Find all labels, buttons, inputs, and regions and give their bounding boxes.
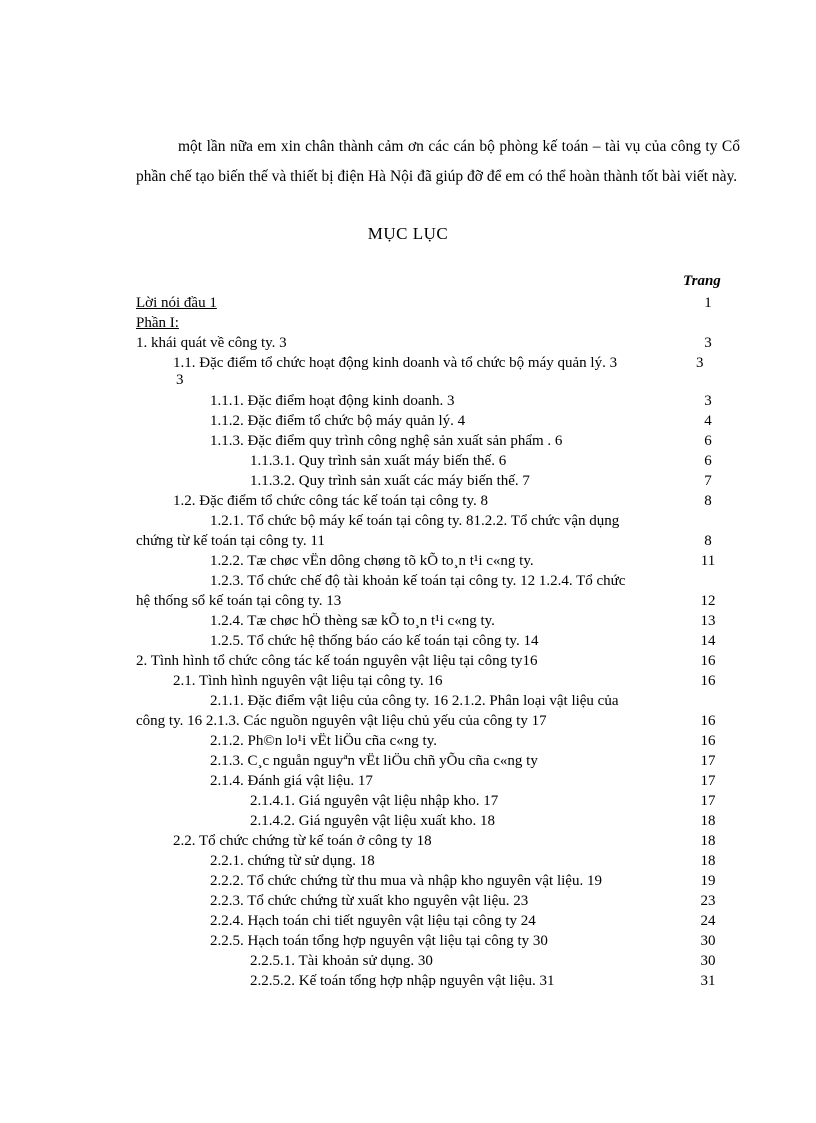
toc-title: MỤC LỤC: [367, 224, 449, 243]
toc-entry: [136, 691, 740, 711]
toc-entry-page: 6: [704, 453, 712, 469]
toc-entry-page: 24: [700, 913, 716, 929]
toc-entry-page: 16: [700, 713, 716, 729]
toc-entry-page: 12: [700, 593, 716, 609]
toc-entry-text: 1.2.4. Tæ chøc hÖ thèng sæ kÕ to¸n t¹i c«ng ty.: [210, 613, 495, 629]
toc-entry: [136, 951, 740, 971]
toc-entry: [136, 313, 740, 333]
toc-entry-text: công ty. 16 2.1.3. Các nguồn nguyên vật liệu chủ yếu của công ty 17: [136, 713, 547, 729]
toc-entry: [136, 631, 740, 651]
toc-entry: [136, 451, 740, 471]
toc-entry: [136, 591, 740, 611]
toc-entry-text: chứng từ kế toán tại công ty. 11: [136, 533, 325, 549]
toc-entry-page: 17: [700, 773, 716, 789]
toc-entry-page: 14: [700, 633, 716, 649]
toc-entry: [136, 851, 740, 871]
toc-entry: [136, 791, 740, 811]
toc-entry: [136, 293, 740, 313]
toc-entry: [136, 871, 740, 891]
toc-entry-page: 3: [696, 355, 704, 371]
toc-entry-text: 2. Tình hình tổ chức công tác kế toán nguyên vật liệu tại công ty16: [136, 653, 538, 669]
toc-entry-page: 18: [700, 833, 716, 849]
toc-entry-text: 1.2. Đặc điểm tổ chức công tác kế toán tại công ty. 8: [173, 493, 488, 509]
intro-paragraph: một lần nữa em xin chân thành cảm ơn các cán bộ phòng kế toán – tài vụ của công ty Cổ phần chế tạo biến thế và thiết bị điện Hà Nội đã giúp đỡ để em có thể hoàn thành tốt bài viết này.: [136, 138, 740, 185]
toc-entry-text: 1. khái quát về công ty. 3: [136, 335, 287, 351]
toc-entry: [136, 771, 740, 791]
toc-entry-text: 2.2.5.1. Tài khoản sử dụng. 30: [250, 953, 433, 969]
toc-entry: [136, 751, 740, 771]
toc-entry-page: 19: [700, 873, 716, 889]
toc-entry-text: 1.1.1. Đặc điểm hoạt động kinh doanh. 3: [210, 393, 455, 409]
toc-entry-text: 2.2.5.2. Kế toán tổng hợp nhập nguyên vật liệu. 31: [250, 973, 555, 989]
toc-entry: [136, 611, 740, 631]
toc-entry-text: 2.1.1. Đặc điểm vật liệu của công ty. 16 2.1.2. Phân loại vật liệu của: [210, 693, 619, 709]
toc-entry-page: 3: [704, 335, 712, 351]
toc-entry: [136, 531, 740, 551]
toc-entry: [136, 373, 740, 391]
toc-entry: [136, 551, 740, 571]
toc-entry-text: 3: [176, 372, 184, 388]
toc-entry-text: 2.2.2. Tổ chức chứng từ thu mua và nhập kho nguyên vật liệu. 19: [210, 873, 602, 889]
toc-entry-text: 1.2.1. Tổ chức bộ máy kế toán tại công ty. 81.2.2. Tổ chức vận dụng: [210, 513, 620, 529]
toc-entry: [136, 711, 740, 731]
toc-entry: [136, 353, 740, 373]
toc-entry: [136, 811, 740, 831]
toc-entry-page: 16: [700, 733, 716, 749]
toc-entry: [136, 931, 740, 951]
toc-entry-text: 2.1.2. Ph©n lo¹i vËt liÖu cña c«ng ty.: [210, 733, 437, 749]
toc-entry-page: 6: [704, 433, 712, 449]
toc-entry-text: hệ thống sổ kế toán tại công ty. 13: [136, 593, 342, 609]
toc-entry-page: 18: [700, 813, 716, 829]
toc-entry-page: 11: [700, 553, 716, 569]
toc-entry: [136, 831, 740, 851]
toc-entry: [136, 411, 740, 431]
toc-entry-text: 1.1.3.1. Quy trình sản xuất máy biến thế. 6: [250, 453, 507, 469]
toc-entry-page: 30: [700, 933, 716, 949]
toc-entry-page: 18: [700, 853, 716, 869]
toc-entry-text: 2.2. Tổ chức chứng từ kế toán ở công ty 18: [173, 833, 432, 849]
toc-entry-text: 2.1. Tình hình nguyên vật liệu tại công ty. 16: [173, 673, 443, 689]
toc-entry-page: 16: [700, 653, 716, 669]
toc-entry-page: 17: [700, 793, 716, 809]
toc-entry-text: 1.2.3. Tổ chức chế độ tài khoản kế toán tại công ty. 12 1.2.4. Tổ chức: [210, 573, 626, 589]
toc-entry-page: 17: [700, 753, 716, 769]
page-column-header: Trang: [683, 273, 721, 289]
toc-entry-page: 8: [704, 493, 712, 509]
toc-entry-text: 1.2.5. Tổ chức hệ thống báo cáo kế toán tại công ty. 14: [210, 633, 539, 649]
toc-entry-page: 23: [700, 893, 716, 909]
toc-entry: [136, 971, 740, 991]
toc-entry-text: 2.1.4.2. Giá nguyên vật liệu xuất kho. 18: [250, 813, 495, 829]
toc-entry-text: 2.2.4. Hạch toán chi tiết nguyên vật liệu tại công ty 24: [210, 913, 536, 929]
toc-entry-text: 2.1.3. C¸c nguån nguyªn vËt liÖu chñ yÕu cña c«ng ty: [210, 753, 538, 769]
table-of-contents: [136, 293, 740, 991]
toc-entry: [136, 471, 740, 491]
toc-entry: [136, 431, 740, 451]
toc-entry-page: 3: [704, 393, 712, 409]
toc-entry-page: 16: [700, 673, 716, 689]
toc-entry-text: 1.1. Đặc điểm tổ chức hoạt động kinh doanh và tổ chức bộ máy quản lý. 3: [173, 355, 618, 371]
toc-entry-text: 2.1.4. Đánh giá vật liệu. 17: [210, 773, 373, 789]
toc-entry-text: 1.1.3. Đặc điểm quy trình công nghệ sản xuất sản phẩm . 6: [210, 433, 563, 449]
toc-entry-page: 13: [700, 613, 716, 629]
toc-entry-page: 4: [704, 413, 712, 429]
toc-entry-page: 7: [704, 473, 712, 489]
toc-entry-text: 2.2.5. Hạch toán tổng hợp nguyên vật liệu tại công ty 30: [210, 933, 548, 949]
toc-entry: [136, 511, 740, 531]
toc-entry: [136, 911, 740, 931]
toc-entry-page: 31: [700, 973, 716, 989]
toc-entry: [136, 391, 740, 411]
toc-entry: [136, 891, 740, 911]
toc-entry: [136, 491, 740, 511]
toc-entry-text: Lời nói đầu 1: [136, 295, 217, 311]
toc-entry-text: 2.2.3. Tổ chức chứng từ xuất kho nguyên vật liệu. 23: [210, 893, 529, 909]
toc-entry: [136, 571, 740, 591]
toc-entry-text: 1.1.3.2. Quy trình sản xuất các máy biến thế. 7: [250, 473, 530, 489]
toc-entry-page: 30: [700, 953, 716, 969]
toc-entry: [136, 731, 740, 751]
toc-entry-text: 1.1.2. Đặc điểm tổ chức bộ máy quản lý. 4: [210, 413, 466, 429]
toc-entry: [136, 333, 740, 353]
toc-entry-page: 8: [704, 533, 712, 549]
toc-entry: [136, 671, 740, 691]
toc-entry-page: 1: [704, 295, 712, 311]
toc-entry-text: 2.2.1. chứng từ sử dụng. 18: [210, 853, 375, 869]
toc-entry: [136, 651, 740, 671]
toc-entry-text: 1.2.2. Tæ chøc vËn dông chøng tõ kÕ to¸n t¹i c«ng ty.: [210, 553, 534, 569]
toc-entry-text: 2.1.4.1. Giá nguyên vật liệu nhập kho. 17: [250, 793, 499, 809]
toc-entry-text: Phần I:: [136, 315, 179, 331]
